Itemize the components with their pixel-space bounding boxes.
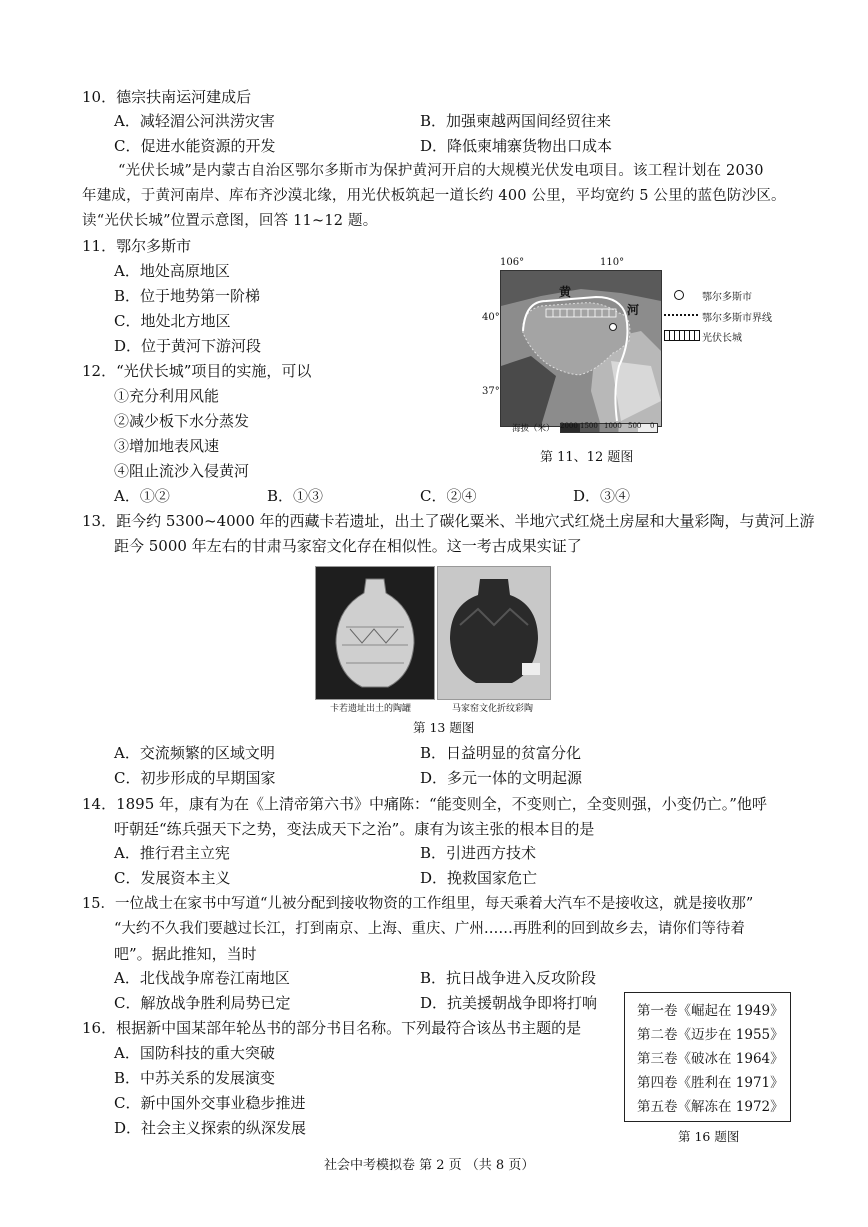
q11-option-d: D．位于黄河下游河段 — [114, 337, 262, 355]
q14-option-a: A．推行君主立宪 — [114, 844, 230, 862]
q15-stem-line-2: “大约不久我们要越过长江，打到南京、上海、重庆、广州……再胜利的回到故乡去，请你们等待着 — [114, 921, 745, 937]
majiayao-pot-caption: 马家窑文化折纹彩陶 — [452, 704, 534, 714]
elevation-scale-label: 海拔（米） — [512, 424, 555, 434]
map-lat-40: 40° — [482, 312, 500, 323]
q15-stem-line-3: 吧”。据此推知，当时 — [114, 945, 257, 963]
map-lon-106: 106° — [500, 257, 525, 268]
scale-tick-2000: 2000 — [560, 422, 578, 430]
legend-city-icon — [674, 290, 684, 300]
majiayao-pot-photo — [437, 566, 551, 700]
q16-stem: 16．根据新中国某部年轮丛书的部分书目名称。下列最符合该丛书主题的是 — [82, 1019, 582, 1037]
map-graphic — [501, 271, 661, 426]
scale-tick-500: 500 — [628, 422, 642, 430]
q15-option-a: A．北伐战争席卷江南地区 — [114, 969, 290, 987]
legend-boundary-label: 鄂尔多斯市界线 — [702, 313, 772, 324]
legend-solar-wall-label: 光伏长城 — [702, 333, 742, 344]
q15-option-c: C．解放战争胜利局势已定 — [114, 994, 291, 1012]
karuo-jar-caption: 卡若遗址出土的陶罐 — [330, 704, 412, 714]
q12-item-1: ①充分利用风能 — [114, 387, 220, 405]
q13-figure-caption: 第 13 题图 — [413, 720, 475, 735]
q14-option-b: B．引进西方技术 — [420, 844, 537, 862]
q15-stem-line-1: 15．一位战士在家书中写道“儿被分配到接收物资的工作组里，每天乘着大汽车不是接收这，就是接收那” — [82, 896, 754, 912]
q16-option-c: C．新中国外交事业稳步推进 — [114, 1094, 306, 1112]
q12-option-b: B．①③ — [267, 487, 324, 505]
q12-option-c: C．②④ — [420, 487, 477, 505]
q14-option-d: D．挽救国家危亡 — [420, 869, 538, 887]
q11-option-a: A．地处高原地区 — [114, 262, 230, 280]
book-volume-1: 第一卷《崛起在 1949》 — [637, 1003, 784, 1019]
q11-stem: 11．鄂尔多斯市 — [82, 237, 192, 255]
legend-solar-wall-icon — [664, 330, 700, 341]
book-volume-5: 第五卷《解冻在 1972》 — [637, 1099, 784, 1115]
q12-item-3: ③增加地表风速 — [114, 437, 220, 455]
q13-option-d: D．多元一体的文明起源 — [420, 769, 583, 787]
q12-item-2: ②减少板下水分蒸发 — [114, 412, 250, 430]
q10-stem: 10．德宗扶南运河建成后 — [82, 88, 252, 106]
q13-stem-line-1: 13．距今约 5300~4000 年的西藏卡若遗址，出土了碳化粟米、半地穴式红烧土房屋和大量彩陶，与黄河上游 — [82, 512, 815, 530]
intro-line-3: 读“光伏长城”位置示意图，回答 11~12 题。 — [82, 213, 378, 229]
scale-tick-0: 0 — [650, 422, 655, 430]
book-volume-4: 第四卷《胜利在 1971》 — [637, 1075, 784, 1091]
q15-option-b: B．抗日战争进入反攻阶段 — [420, 969, 597, 987]
q15-option-d: D．抗美援朝战争即将打响 — [420, 994, 598, 1012]
q12-stem: 12．“光伏长城”项目的实施，可以 — [82, 362, 312, 380]
q13-option-c: C．初步形成的早期国家 — [114, 769, 276, 787]
q10-option-b: B．加强柬越两国间经贸往来 — [420, 112, 612, 130]
q11-option-c: C．地处北方地区 — [114, 312, 231, 330]
q14-stem-line-2: 吁朝廷“练兵强天下之势，变法成天下之治”。康有为该主张的根本目的是 — [114, 820, 595, 838]
q16-option-d: D．社会主义探索的纵深发展 — [114, 1119, 307, 1137]
q13-stem-line-2: 距今 5000 年左右的甘肃马家窑文化存在相似性。这一考古成果实证了 — [114, 537, 582, 555]
q12-option-d: D．③④ — [573, 487, 631, 505]
map-river-label-1: 黄 — [559, 285, 572, 299]
legend-boundary-icon — [664, 314, 698, 316]
q10-option-c: C．促进水能资源的开发 — [114, 137, 276, 155]
q14-stem-line-1: 14．1895 年，康有为在《上清帝第六书》中痛陈：“能变则全，不变则亡，全变则强，小变仍亡。”他呼 — [82, 795, 767, 813]
intro-line-1: “光伏长城”是内蒙古自治区鄂尔多斯市为保护黄河开启的大规模光伏发电项目。该工程计划在 2030 — [118, 163, 764, 179]
karuo-jar-graphic — [316, 567, 434, 699]
map-river-label-2: 河 — [627, 303, 640, 317]
scale-tick-1000: 1000 — [604, 422, 622, 430]
book-volume-3: 第三卷《破冰在 1964》 — [637, 1051, 784, 1067]
q12-option-a: A．①② — [114, 487, 170, 505]
q13-option-a: A．交流频繁的区域文明 — [114, 744, 275, 762]
q16-option-b: B．中苏关系的发展演变 — [114, 1069, 276, 1087]
q10-option-d: D．降低柬埔寨货物出口成本 — [420, 137, 613, 155]
intro-line-2: 年建成，于黄河南岸、库布齐沙漠北缘，用光伏板筑起一道长约 400 公里，平均宽约 5 公里的蓝色防沙区。 — [82, 188, 786, 204]
q14-option-c: C．发展资本主义 — [114, 869, 231, 887]
map-lat-37: 37° — [482, 386, 500, 397]
majiayao-pot-graphic — [438, 567, 550, 699]
q16-figure-caption: 第 16 题图 — [678, 1129, 740, 1144]
map-caption: 第 11、12 题图 — [540, 450, 634, 465]
q11-option-b: B．位于地势第一阶梯 — [114, 287, 261, 305]
location-map — [500, 270, 662, 427]
q10-option-a: A．减轻湄公河洪涝灾害 — [114, 112, 275, 130]
page-footer: 社会中考模拟卷 第 2 页 （共 8 页） — [324, 1158, 535, 1173]
book-volume-2: 第二卷《迈步在 1955》 — [637, 1027, 784, 1043]
book-list-box — [624, 992, 791, 1122]
scale-tick-1500: 1500 — [580, 422, 598, 430]
map-lon-110: 110° — [600, 257, 625, 268]
q12-item-4: ④阻止流沙入侵黄河 — [114, 462, 250, 480]
karuo-jar-photo — [315, 566, 435, 700]
legend-city-label: 鄂尔多斯市 — [702, 292, 752, 303]
q16-option-a: A．国防科技的重大突破 — [114, 1044, 275, 1062]
q13-option-b: B．日益明显的贫富分化 — [420, 744, 582, 762]
